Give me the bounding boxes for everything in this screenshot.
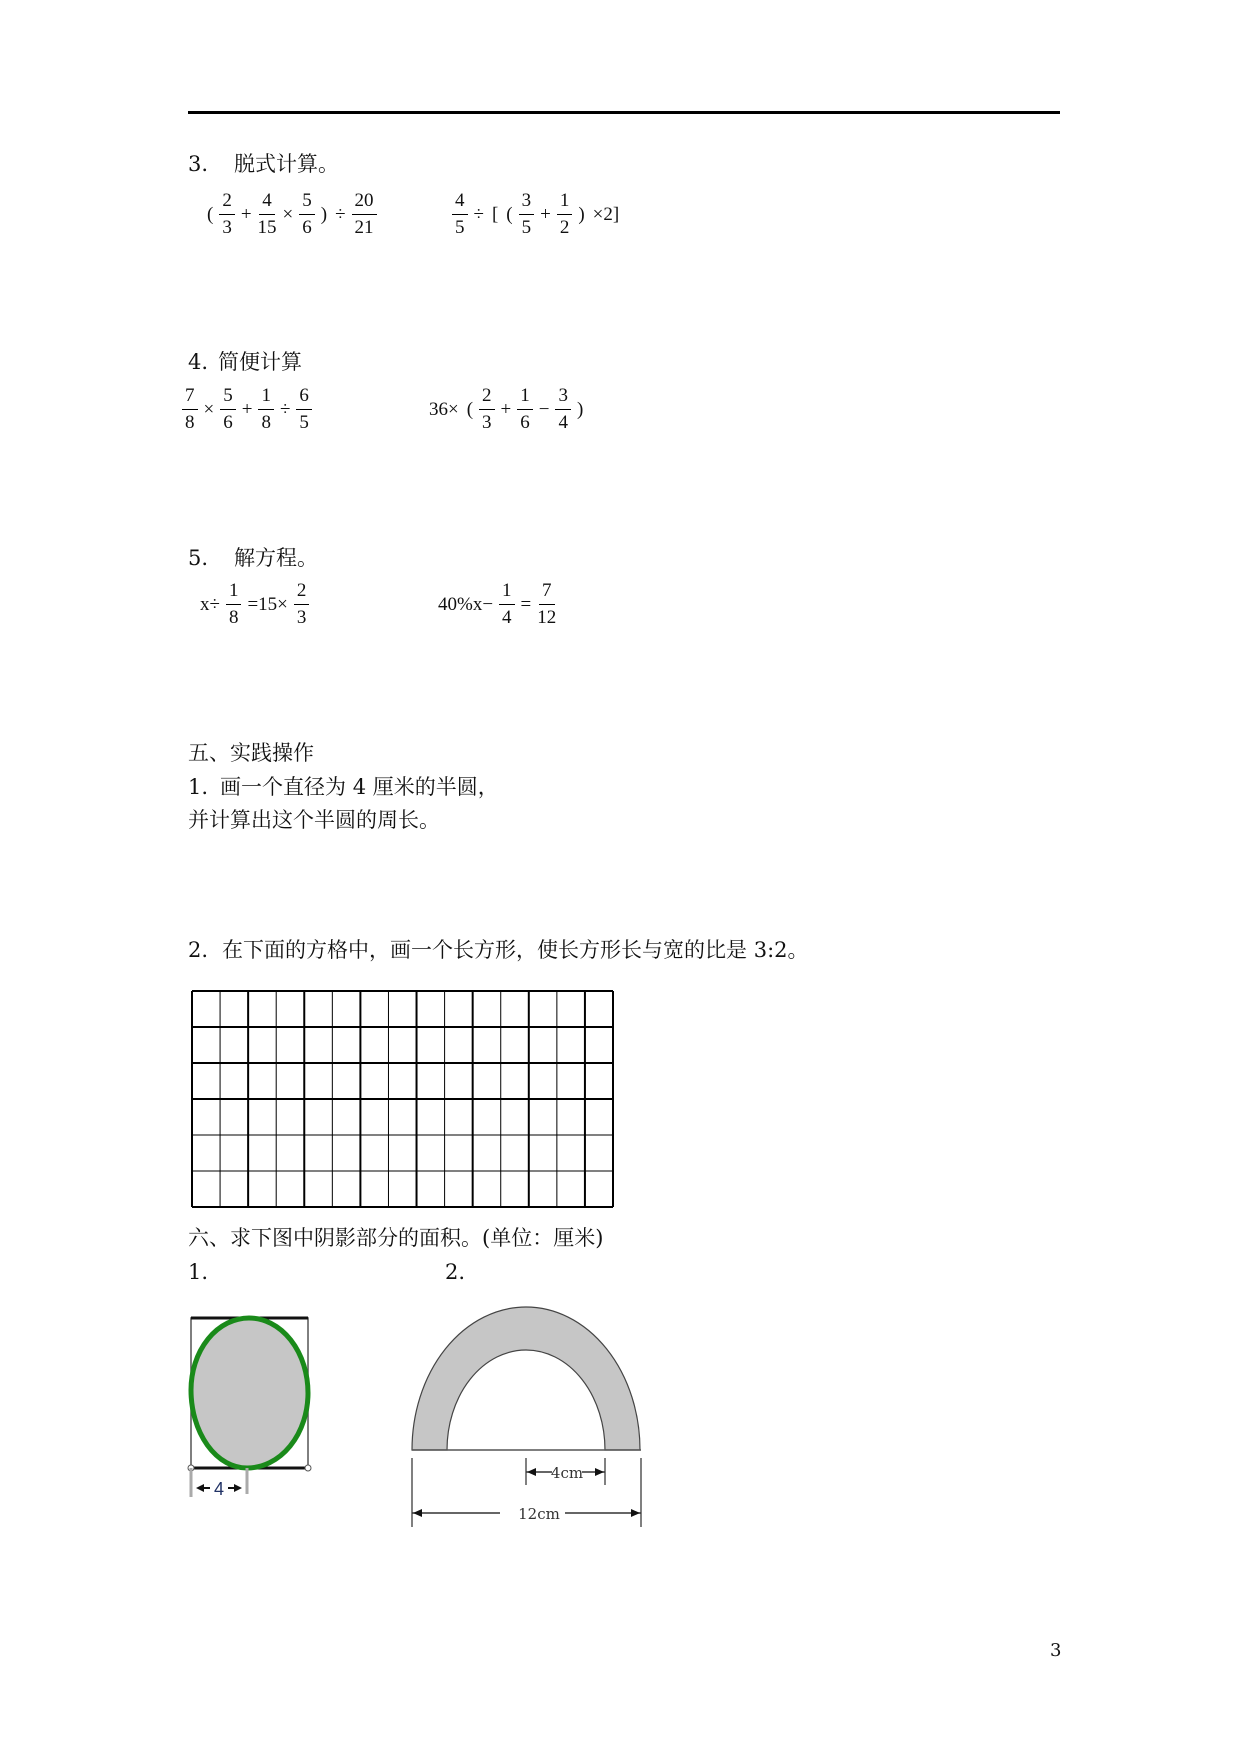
figure-2-label: 2.: [445, 1260, 466, 1284]
denominator: 21: [354, 217, 374, 238]
operator: +: [540, 203, 551, 225]
numerator: 1: [226, 580, 242, 605]
denominator: 5: [299, 412, 309, 433]
numerator: 5: [220, 385, 236, 410]
denominator: 8: [228, 607, 239, 628]
operator: ×: [203, 398, 215, 420]
section-title: 解方程。: [234, 546, 319, 570]
operator: 36×: [429, 398, 459, 420]
operator: ×2]: [592, 203, 620, 225]
question-text: 在下面的方格中，画一个长方形，使长方形长与宽的比是 3:2。: [222, 938, 809, 962]
question-number: 1.: [188, 775, 209, 799]
denominator: 5: [455, 217, 465, 238]
numerator: 1: [499, 580, 515, 605]
denominator: 3: [296, 607, 307, 628]
denominator: 5: [521, 217, 532, 238]
denominator: 8: [261, 412, 271, 433]
operator: [: [491, 203, 499, 225]
figure-1-label: 1.: [188, 1260, 209, 1284]
shaded-ring: [412, 1307, 640, 1450]
numerator: 2: [219, 190, 235, 215]
part-5-heading: 五、实践操作: [188, 741, 314, 765]
corner-dot: [305, 1465, 311, 1471]
operator: ): [578, 203, 585, 225]
section-number: 4.: [188, 350, 209, 374]
operator: =: [520, 593, 532, 615]
denominator: 3: [222, 217, 232, 238]
operator: ): [320, 203, 328, 225]
page-number: 3: [1050, 1640, 1062, 1661]
numerator: 20: [352, 190, 377, 215]
operator: (: [466, 398, 474, 420]
numerator: 1: [557, 190, 573, 215]
denominator: 2: [559, 217, 570, 238]
operator: ÷: [279, 398, 291, 420]
operator: ÷: [335, 203, 346, 225]
numerator: 4: [452, 190, 468, 215]
numerator: 3: [519, 190, 535, 215]
denominator: 12: [537, 607, 557, 628]
part-6-heading: 六、求下图中阴影部分的面积。(单位：厘米): [188, 1226, 604, 1250]
operator: ): [576, 398, 584, 420]
section-number: 3.: [188, 152, 209, 176]
operator: x÷: [200, 593, 220, 615]
denominator: 6: [302, 217, 312, 238]
shaded-astroid: [191, 1318, 308, 1468]
operator: ÷: [473, 203, 484, 225]
numerator: 2: [479, 385, 495, 410]
denominator: 4: [558, 412, 568, 433]
operator: +: [240, 203, 252, 225]
operator: +: [500, 398, 512, 420]
numerator: 1: [258, 385, 274, 410]
drawing-grid[interactable]: [192, 991, 613, 1207]
denominator: 4: [502, 607, 512, 628]
section-title: 简便计算: [218, 350, 303, 374]
question-1-line-2: 并计算出这个半圆的周长。: [188, 808, 440, 832]
numerator: 3: [555, 385, 571, 410]
numerator: 6: [296, 385, 312, 410]
numerator: 7: [182, 385, 198, 410]
operator: =15×: [247, 593, 288, 615]
operator: −: [538, 398, 550, 420]
question-number: 2.: [188, 938, 209, 962]
operator: (: [207, 203, 214, 225]
question-text: 画一个直径为 4 厘米的半圆，: [220, 775, 499, 799]
dimension-label: 4: [213, 1479, 225, 1499]
numerator: 5: [299, 190, 315, 215]
denominator: 6: [520, 412, 530, 433]
denominator: 15: [257, 217, 277, 238]
section-number: 5.: [188, 546, 209, 570]
numerator: 1: [517, 385, 533, 410]
numerator: 7: [539, 580, 555, 605]
numerator: 2: [294, 580, 310, 605]
operator: ×: [282, 203, 294, 225]
operator: +: [241, 398, 253, 420]
outer-dimension-label: 12cm: [518, 1505, 560, 1523]
operator: 40%x−: [438, 593, 494, 615]
denominator: 8: [185, 412, 195, 433]
operator: (: [506, 203, 513, 225]
denominator: 3: [482, 412, 492, 433]
denominator: 6: [223, 412, 233, 433]
inner-dimension-label: 4cm: [550, 1464, 584, 1482]
figure-1: [188, 1318, 311, 1499]
section-title: 脱式计算。: [234, 152, 340, 176]
figure-2: [412, 1307, 641, 1527]
numerator: 4: [259, 190, 275, 215]
